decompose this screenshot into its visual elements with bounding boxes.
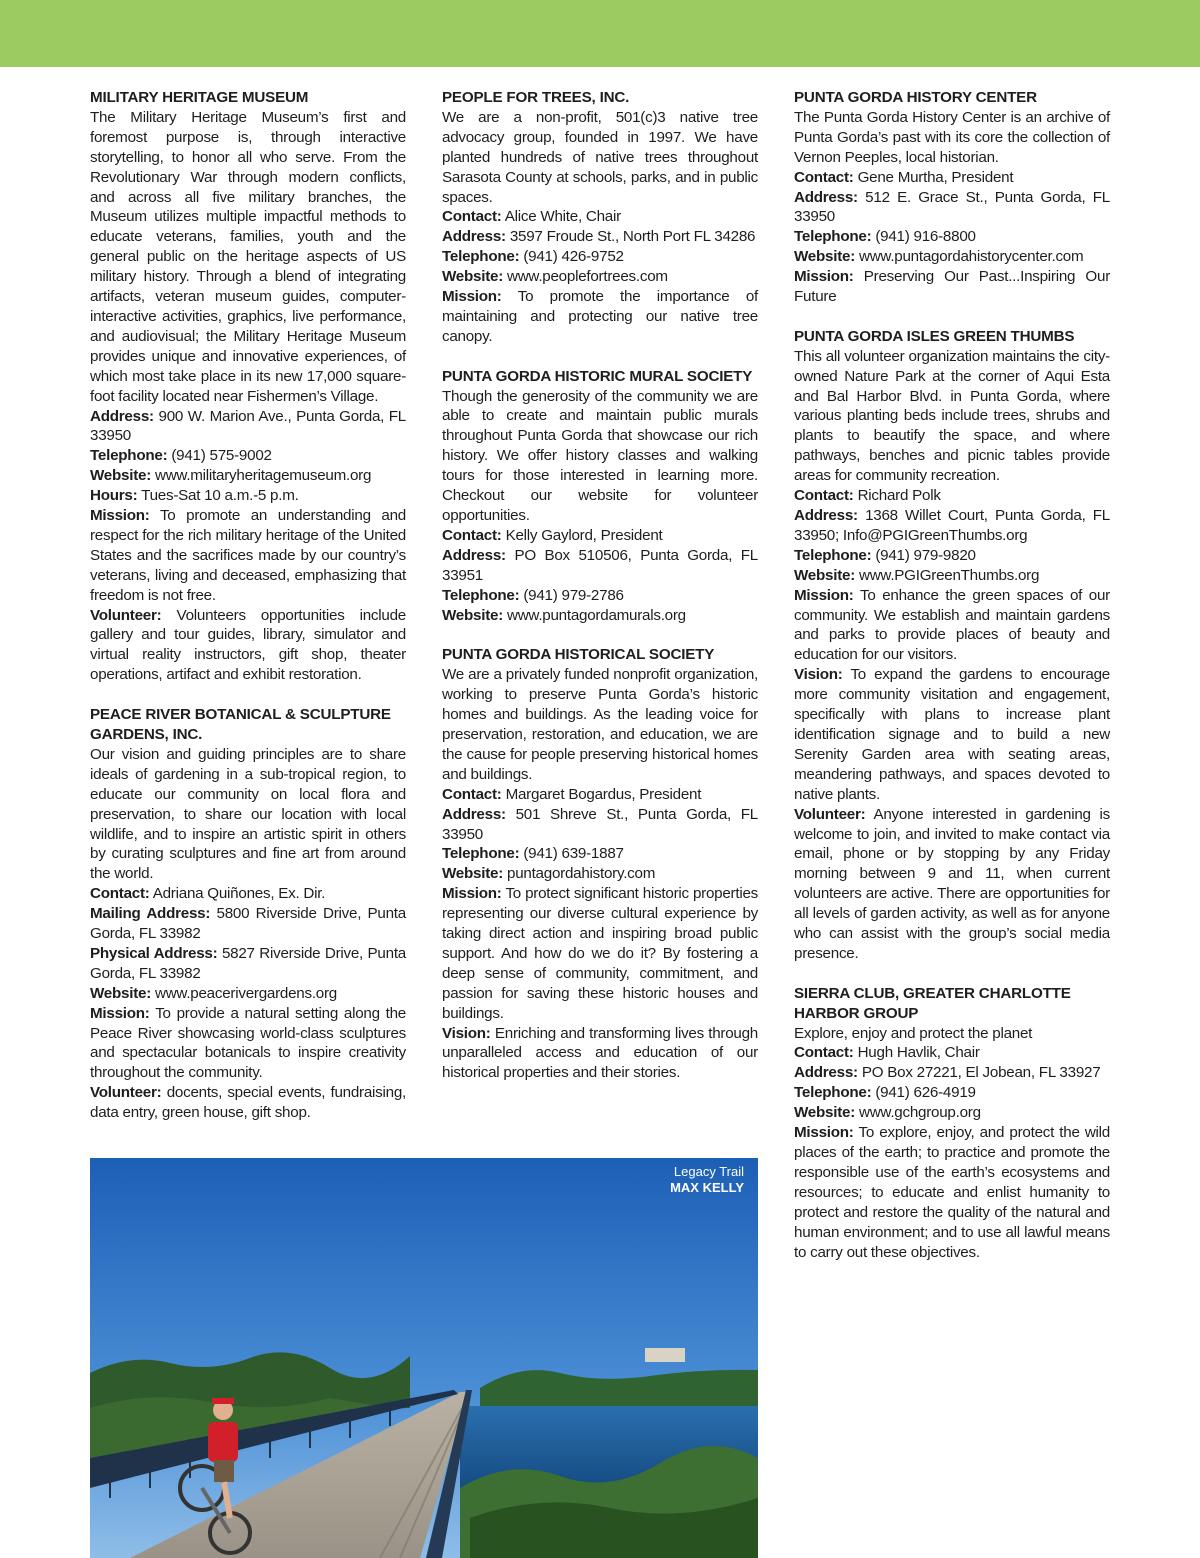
field-label: Address: <box>90 407 154 425</box>
field-value: (941) 575-9002 <box>171 447 272 465</box>
entry-title: PUNTA GORDA ISLES GREEN THUMBS <box>794 327 1075 345</box>
entry-field <box>442 207 758 227</box>
legacy-trail-photo <box>90 1158 758 1558</box>
entry-description: Our vision and guiding principles are to share ideals of gardening in a sub-tropical region, to educate our community on local flora and preservation, to share our location with local wildlife, and to inspire an artistic spirit in others by curating sculptures and fine art from around the world. <box>90 745 406 883</box>
field-value: To promote the importance of maintaining and protecting our native tree canopy. <box>442 288 758 345</box>
field-label: Telephone: <box>90 447 168 465</box>
field-value: (941) 916-8800 <box>875 228 976 246</box>
field-value: (941) 979-2786 <box>523 586 624 604</box>
field-value: (941) 979-9820 <box>875 546 976 564</box>
field-value: 1368 Willet Court, Punta Gorda, FL 33950; Info@PGIGreenThumbs.org <box>794 507 1110 544</box>
directory-entry <box>90 88 406 685</box>
field-value: Adriana Quiñones, Ex. Dir. <box>152 885 326 903</box>
entry-field <box>90 606 406 686</box>
field-value: Kelly Gaylord, President <box>505 526 663 544</box>
entry-field <box>90 1083 406 1123</box>
field-value: Alice White, Chair <box>504 208 621 226</box>
entry-field <box>794 586 1110 666</box>
field-label: Physical Address: <box>90 944 218 962</box>
field-value: 3597 Froude St., North Port FL 34286 <box>509 228 756 246</box>
field-label: Volunteer: <box>90 1084 162 1102</box>
entry-description: Explore, enjoy and protect the planet <box>794 1024 1033 1042</box>
entry-field <box>442 844 758 864</box>
field-value: (941) 639-1887 <box>523 845 624 863</box>
entry-field <box>794 267 1110 307</box>
photo-caption <box>670 1164 744 1196</box>
entry-description: This all volunteer organization maintains the city-owned Nature Park at the corner of Aqui Esta and Bal Harbor Blvd. in Punta Gorda, where various planting beds include trees, shrubs and plants to beautify the space, and where pathways, benches and picnic tables provide areas for community recreation. <box>794 347 1110 485</box>
entry-field <box>90 984 406 1004</box>
entry-field <box>90 904 406 944</box>
field-value: docents, special events, fundraising, data entry, green house, gift shop. <box>90 1084 406 1122</box>
field-label: Website: <box>90 467 152 485</box>
entry-field <box>90 466 406 486</box>
entry-field <box>794 665 1110 804</box>
entry-description: We are a privately funded nonprofit organization, working to preserve Punta Gorda’s historic homes and buildings. As the leading voice for preservation, restoration, and education, we are the cause for people preserving historical homes and buildings. <box>442 666 758 783</box>
photo-illustration <box>90 1158 758 1558</box>
entry-field <box>794 1083 1110 1103</box>
field-label: Address: <box>442 228 506 246</box>
entry-title: MILITARY HERITAGE MUSEUM <box>90 89 309 106</box>
field-value: www.peoplefortrees.com <box>507 268 668 286</box>
field-value: 5800 Riverside Drive, Punta Gorda, FL 33982 <box>90 905 406 943</box>
entry-title: PUNTA GORDA HISTORICAL SOCIETY <box>442 646 715 664</box>
field-label: Contact: <box>794 168 854 186</box>
field-value: PO Box 510506, Punta Gorda, FL 33951 <box>442 546 758 584</box>
field-label: Mission: <box>442 885 502 903</box>
entry-field <box>90 506 406 606</box>
field-label: Website: <box>442 268 504 286</box>
field-value: www.puntagordamurals.org <box>507 606 686 624</box>
directory-entry <box>794 984 1110 1263</box>
entry-field <box>794 247 1110 267</box>
entry-field <box>794 168 1110 188</box>
entry-field <box>794 1103 1110 1123</box>
field-label: Hours: <box>90 487 138 505</box>
field-value: To enhance the green spaces of our community. We establish and maintain gardens and parks to provide places of beauty and education for our visitors. <box>794 586 1110 664</box>
field-value: Hugh Havlik, Chair <box>857 1044 980 1062</box>
column-1 <box>90 88 406 1143</box>
entry-field <box>794 1123 1110 1262</box>
field-label: Address: <box>442 546 506 564</box>
field-value: To protect significant historic properties representing our diverse cultural experience by taking direct action and inspiring broad public support. And how do we do it? By fostering a deep sense of community, commitment, and passion for saving these historic houses and buildings. <box>442 885 758 1022</box>
field-value: To expand the gardens to encourage more community visitation and engagement, specifically with plans to increase plant identification signage and to build a new Serenity Garden area with seating areas, meandering pathways, and spaces devoted to native plants. <box>794 666 1110 803</box>
field-value: 501 Shreve St., Punta Gorda, FL 33950 <box>442 805 758 843</box>
entry-field <box>442 884 758 1023</box>
field-value: 900 W. Marion Ave., Punta Gorda, FL 33950 <box>90 407 406 445</box>
field-value: 5827 Riverside Drive, Punta Gorda, FL 33982 <box>90 944 406 982</box>
caption-credit: MAX KELLY <box>670 1180 744 1195</box>
field-value: www.militaryheritagemuseum.org <box>155 467 372 485</box>
field-label: Contact: <box>794 487 854 505</box>
field-value: Volunteers opportunities include gallery and tour guides, library, simulator and virtual reality instructors, gift shop, theater operations, artifact and exhibit restoration. <box>90 606 406 684</box>
field-label: Mission: <box>90 507 150 525</box>
field-label: Mission: <box>794 1124 854 1142</box>
field-label: Telephone: <box>442 248 520 266</box>
field-label: Telephone: <box>794 1084 872 1102</box>
field-label: Contact: <box>442 208 502 226</box>
field-label: Contact: <box>442 526 502 544</box>
field-value: www.peacerivergardens.org <box>155 984 337 1002</box>
field-label: Vision: <box>442 1024 491 1042</box>
field-label: Mission: <box>90 1004 150 1022</box>
entry-description: Though the generosity of the community we are able to create and maintain public murals throughout Punta Gorda that showcase our rich history. We offer history classes and walking tours for those interested in learning more. Checkout our website for volunteer opportunities. <box>442 387 758 525</box>
entry-title: PUNTA GORDA HISTORY CENTER <box>794 89 1037 106</box>
entry-field <box>794 566 1110 586</box>
entry-field <box>794 1063 1110 1083</box>
column-3 <box>794 88 1110 1282</box>
directory-entry <box>442 367 758 626</box>
field-label: Address: <box>794 1064 858 1082</box>
field-label: Mission: <box>442 288 502 306</box>
field-value: (941) 426-9752 <box>523 248 624 266</box>
field-value: To promote an understanding and respect for the rich military heritage of the United States and the sacrifices made by our country’s veterans, living and deceased, emphasizing that freedom is not free. <box>90 507 406 604</box>
field-label: Mission: <box>794 268 854 286</box>
directory-entry <box>794 88 1110 307</box>
entry-field <box>90 1004 406 1084</box>
entry-field <box>90 884 406 904</box>
field-value: puntagordahistory.com <box>507 865 656 883</box>
entry-field <box>794 188 1110 228</box>
entry-description: The Military Heritage Museum’s first and foremost purpose is, through interactive storytelling, to honor all who serve. From the Revolutionary War through modern conflicts, and across all five military branches, the Museum utilizes multiple impactful methods to educate veterans, families, youth and the general public on the heritage aspects of US military history. Through a blend of integrating artifacts, veteran museum guides, computer-interactive activities, graphics, live performance, and audiovisual; the Military Heritage Museum provides unique and innovative experiences, of which most take place in its new 17,000 square-foot facility located near Fishermen’s Village. <box>90 108 406 405</box>
field-label: Address: <box>794 188 858 206</box>
entry-field <box>442 805 758 845</box>
field-label: Telephone: <box>794 546 872 564</box>
field-label: Website: <box>442 606 504 624</box>
directory-entry <box>442 645 758 1083</box>
entry-field <box>442 526 758 546</box>
field-value: www.PGIGreenThumbs.org <box>859 566 1040 584</box>
field-label: Address: <box>442 805 506 823</box>
top-color-band <box>0 0 1200 67</box>
entry-field <box>442 287 758 347</box>
field-value: To explore, enjoy, and protect the wild places of the earth; to practice and promote the responsible use of the earth’s ecosystems and resources; to educate and enlist humanity to protect and restore the quality of the natural and human environment; and to use all lawful means to carry out these objectives. <box>794 1124 1110 1261</box>
field-label: Volunteer: <box>794 805 866 823</box>
field-label: Telephone: <box>794 228 872 246</box>
field-value: Enriching and transforming lives through unparalleled access and education of our historical properties and their stories. <box>442 1024 758 1082</box>
directory-entry <box>442 88 758 347</box>
field-value: Margaret Bogardus, President <box>505 785 702 803</box>
column-2 <box>442 88 758 1103</box>
entry-field <box>442 785 758 805</box>
field-label: Website: <box>794 1104 856 1122</box>
field-value: Tues-Sat 10 a.m.-5 p.m. <box>141 487 299 505</box>
entry-title: PEACE RIVER BOTANICAL & SCULPTURE GARDENS, INC. <box>90 706 391 743</box>
field-value: 512 E. Grace St., Punta Gorda, FL 33950 <box>794 188 1110 226</box>
field-value: Preserving Our Past...Inspiring Our Future <box>794 268 1110 306</box>
field-label: Mission: <box>794 586 854 604</box>
entry-field <box>90 486 406 506</box>
field-value: PO Box 27221, El Jobean, FL 33927 <box>861 1064 1101 1082</box>
entry-field <box>442 267 758 287</box>
entry-field <box>442 546 758 586</box>
field-value: To provide a natural setting along the Peace River showcasing world-class sculptures and spectacular botanicals to inspire creativity throughout the community. <box>90 1004 406 1082</box>
entry-field <box>442 864 758 884</box>
field-label: Website: <box>794 566 856 584</box>
field-label: Contact: <box>794 1044 854 1062</box>
field-label: Vision: <box>794 666 843 684</box>
entry-field <box>794 506 1110 546</box>
entry-field <box>794 227 1110 247</box>
field-value: Anyone interested in gardening is welcome to join, and invited to make contact via email, phone or by stopping by any Friday morning between 9 and 11, when current volunteers are active. There are opportunities for all levels of garden activity, as well as for anyone who can assist with the group’s social media presence. <box>794 805 1110 962</box>
entry-field <box>442 1024 758 1084</box>
entry-title: SIERRA CLUB, GREATER CHARLOTTE HARBOR GROUP <box>794 984 1071 1022</box>
entry-field <box>442 606 758 626</box>
field-label: Volunteer: <box>90 606 162 624</box>
field-label: Contact: <box>442 785 502 803</box>
field-label: Telephone: <box>442 586 520 604</box>
entry-field <box>90 446 406 466</box>
field-value: www.puntagordahistorycenter.com <box>859 248 1084 266</box>
caption-location: Legacy Trail <box>673 1164 744 1179</box>
entry-field <box>794 805 1110 964</box>
field-value: (941) 626-4919 <box>875 1084 976 1102</box>
field-value: www.gchgroup.org <box>859 1104 981 1122</box>
entry-description: The Punta Gorda History Center is an archive of Punta Gorda’s past with its core the collection of Vernon Peeples, local historian. <box>794 108 1110 166</box>
entry-field <box>90 407 406 447</box>
field-label: Contact: <box>90 885 150 903</box>
entry-description: We are a non-profit, 501(c)3 native tree advocacy group, founded in 1997. We have planted hundreds of native trees throughout Sarasota County at schools, parks, and in public spaces. <box>442 108 758 206</box>
directory-entry <box>90 705 406 1123</box>
entry-title: PEOPLE FOR TREES, INC. <box>442 89 630 106</box>
field-label: Website: <box>90 984 152 1002</box>
entry-field <box>442 586 758 606</box>
entry-field <box>794 546 1110 566</box>
entry-field <box>442 227 758 247</box>
entry-field <box>794 486 1110 506</box>
field-label: Address: <box>794 507 858 525</box>
entry-title: PUNTA GORDA HISTORIC MURAL SOCIETY <box>442 367 753 385</box>
field-label: Telephone: <box>442 845 520 863</box>
entry-field <box>90 944 406 984</box>
field-value: Richard Polk <box>857 487 941 505</box>
entry-field <box>794 1043 1110 1063</box>
directory-entry <box>794 327 1110 964</box>
field-label: Mailing Address: <box>90 905 211 923</box>
field-label: Website: <box>442 865 504 883</box>
field-value: Gene Murtha, President <box>857 168 1014 186</box>
entry-field <box>442 247 758 267</box>
field-label: Website: <box>794 248 856 266</box>
